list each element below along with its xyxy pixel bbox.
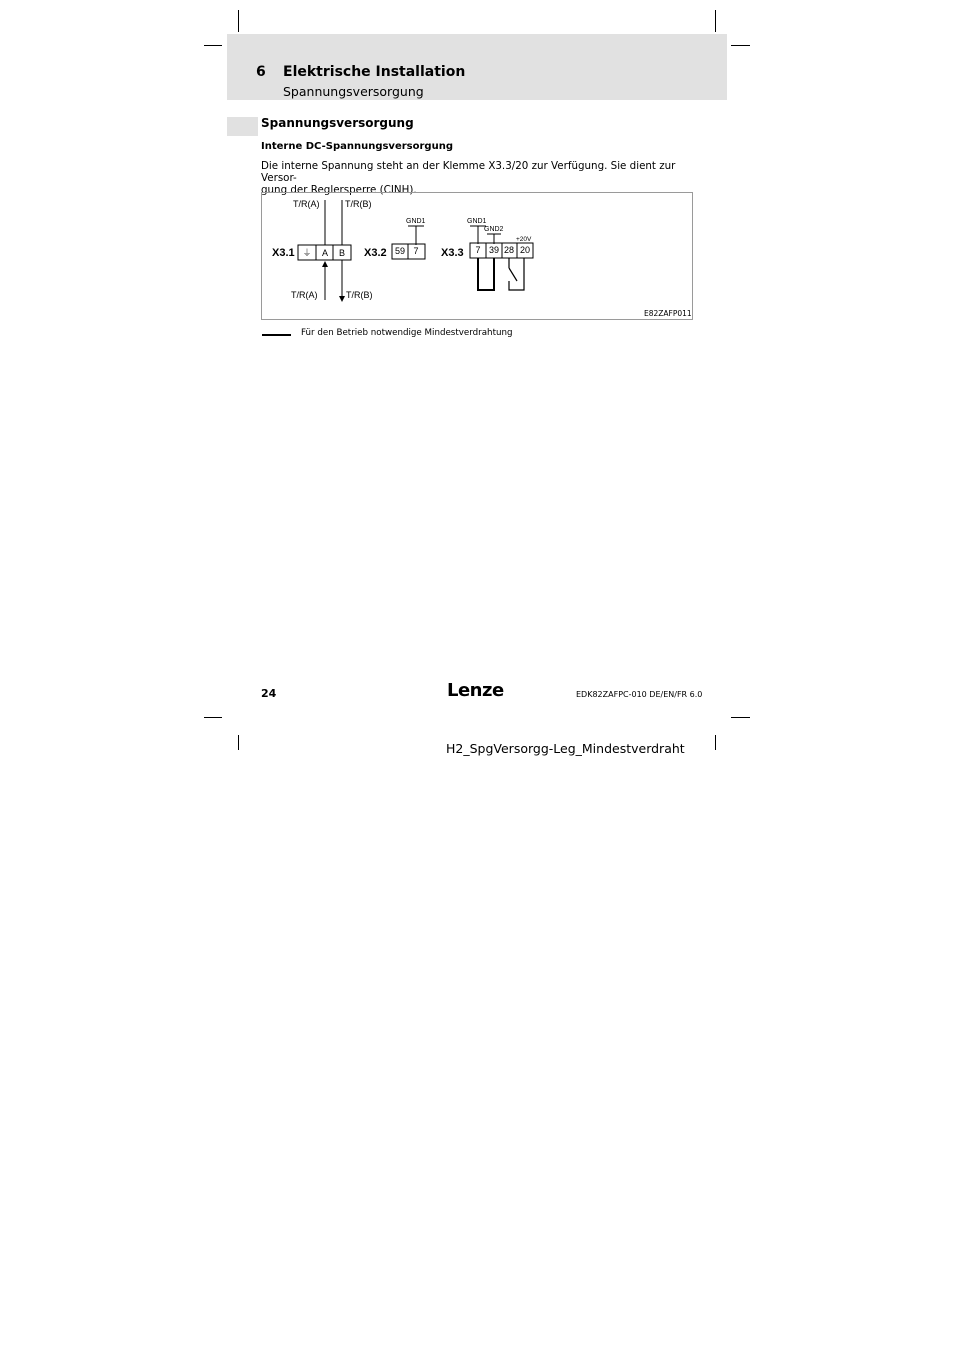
document-id: EDK82ZAFPC-010 DE/EN/FR 6.0 (576, 690, 703, 699)
page-number: 24 (261, 687, 277, 700)
crop-mark (204, 45, 222, 46)
section-heading: Spannungsversorgung (261, 116, 414, 130)
paragraph-line: Die interne Spannung steht an der Klemme X3.3/20 zur Verfügung. Sie dient zur Versor- (261, 160, 676, 184)
x32-gnd1-label: GND1 (406, 218, 426, 225)
crop-mark (715, 10, 716, 32)
jumper-7-39 (478, 258, 494, 290)
subsection-heading: Interne DC-Spannungsversorgung (261, 141, 453, 152)
chapter-subtitle: Spannungsversorgung (283, 84, 424, 99)
arrow-up-icon (322, 261, 328, 267)
wiring-diagram (261, 192, 693, 320)
x32-label: X3.2 (364, 247, 387, 259)
body-paragraph (261, 160, 701, 196)
x31-terminal-b: B (338, 248, 346, 258)
x33-plus20v-label: +20V (516, 236, 532, 243)
tr-b-top-label: T/R(B) (345, 199, 372, 209)
crop-mark (238, 735, 239, 750)
arrow-down-icon (339, 296, 345, 302)
paragraph-line: gung der Reglersperre (CINH). (261, 184, 417, 196)
x33-terminal-7: 7 (475, 245, 481, 255)
cinh-switch (509, 258, 524, 290)
legend-line-swatch (262, 334, 291, 336)
tr-b-bottom-label: T/R(B) (346, 290, 373, 300)
crop-mark (238, 10, 239, 32)
wiring-diagram-svg (262, 193, 694, 321)
x31-terminal-ground: ⏚ (302, 248, 312, 258)
x33-terminal-39: 39 (488, 245, 500, 255)
crop-mark (731, 717, 750, 718)
crop-mark (731, 45, 750, 46)
x32-terminal-7: 7 (413, 246, 419, 256)
crop-mark (715, 735, 716, 750)
chapter-title: Elektrische Installation (283, 64, 466, 80)
x33-gnd2-label: GND2 (484, 226, 504, 233)
figure-code: E82ZAFP011 (644, 309, 692, 318)
chapter-number: 6 (256, 64, 266, 80)
x32-terminal-59: 59 (394, 246, 406, 256)
x31-label: X3.1 (272, 247, 295, 259)
x33-label: X3.3 (441, 247, 464, 259)
section-marker (227, 117, 258, 136)
x33-terminal-20: 20 (519, 245, 531, 255)
lenze-logo: Lenze (447, 680, 504, 701)
crop-mark (204, 717, 222, 718)
x33-terminal-28: 28 (503, 245, 515, 255)
x31-terminal-a: A (321, 248, 329, 258)
tr-a-bottom-label: T/R(A) (291, 290, 318, 300)
tr-a-top-label: T/R(A) (293, 199, 320, 209)
x33-gnd1-label: GND1 (467, 218, 487, 225)
footer-label: H2_SpgVersorgg-Leg_Mindestverdraht (446, 741, 685, 756)
legend-text: Für den Betrieb notwendige Mindestverdrahtung (301, 328, 513, 338)
